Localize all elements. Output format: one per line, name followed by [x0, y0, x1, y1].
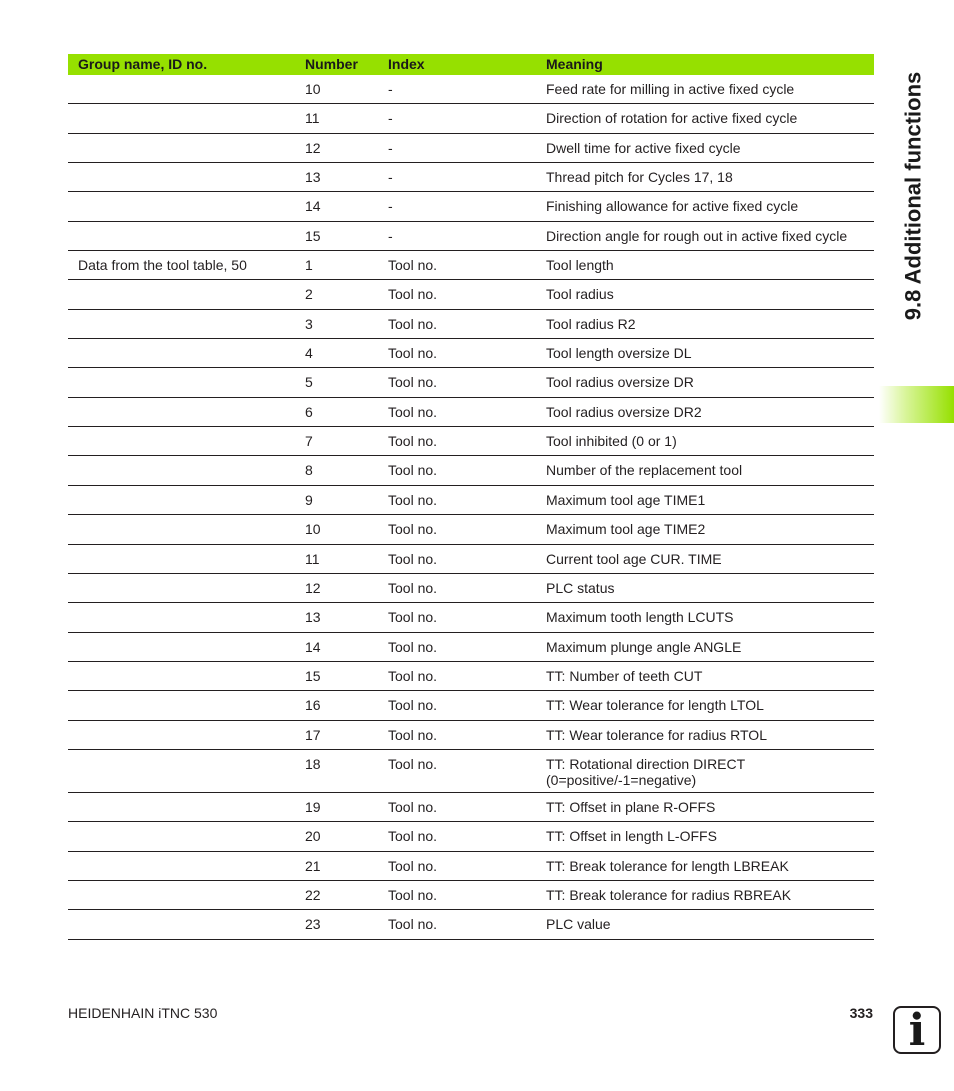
cell-number: 23	[305, 916, 321, 933]
cell-index: -	[388, 227, 393, 244]
cell-number: 9	[305, 491, 313, 508]
cell-group-name	[68, 545, 295, 573]
cell-number: 3	[305, 315, 313, 332]
cell-number: 17	[305, 726, 321, 743]
cell-number: 6	[305, 403, 313, 420]
table-row	[68, 750, 874, 793]
cell-index: Tool no.	[388, 609, 438, 626]
cell-group-name	[68, 427, 295, 455]
cell-meaning: TT: Offset in plane R-OFFS	[546, 798, 716, 815]
table-row	[68, 721, 874, 750]
cell-number: 1	[305, 257, 313, 274]
cell-index: Tool no.	[388, 667, 438, 684]
cell-index: Tool no.	[388, 521, 438, 538]
cell-meaning: Tool radius	[546, 286, 614, 303]
table-row	[68, 339, 874, 368]
cell-group-name	[68, 398, 295, 426]
cell-meaning: Maximum plunge angle ANGLE	[546, 638, 742, 655]
cell-group-name	[68, 852, 295, 880]
parameter-table	[68, 54, 874, 940]
cell-number: 16	[305, 697, 321, 714]
table-row	[68, 910, 874, 939]
cell-index: Tool no.	[388, 886, 438, 903]
cell-index: Tool no.	[388, 857, 438, 874]
cell-meaning: TT: Wear tolerance for radius RTOL	[546, 726, 767, 743]
table-row	[68, 633, 874, 662]
cell-number: 18	[305, 755, 321, 772]
cell-meaning: Maximum tool age TIME2	[546, 521, 706, 538]
cell-number: 14	[305, 198, 321, 215]
footer-product-name: HEIDENHAIN iTNC 530	[68, 1005, 218, 1021]
table-row	[68, 852, 874, 881]
cell-group-name	[68, 192, 295, 220]
cell-group-name	[68, 633, 295, 661]
cell-index: Tool no.	[388, 697, 438, 714]
cell-index: Tool no.	[388, 315, 438, 332]
cell-index: -	[388, 81, 393, 97]
cell-group-name	[68, 515, 295, 543]
cell-number: 2	[305, 286, 313, 303]
table-row	[68, 545, 874, 574]
cell-number: 12	[305, 579, 321, 596]
cell-group-name	[68, 310, 295, 338]
cell-index: Tool no.	[388, 462, 438, 479]
header-group-name: Group name, ID no.	[78, 56, 208, 72]
cell-meaning: Maximum tool age TIME1	[546, 491, 706, 508]
table-row	[68, 368, 874, 397]
cell-group-name	[68, 881, 295, 909]
cell-group-name	[68, 456, 295, 484]
page-number: 333	[849, 1005, 873, 1021]
cell-meaning: Finishing allowance for active fixed cycle	[546, 198, 799, 215]
cell-meaning: Thread pitch for Cycles 17, 18	[546, 169, 733, 186]
cell-number: 10	[305, 521, 321, 538]
cell-meaning: Maximum tooth length LCUTS	[546, 609, 734, 626]
info-glyph: i	[908, 1005, 926, 1056]
cell-group-name	[68, 486, 295, 514]
cell-meaning: TT: Break tolerance for radius RBREAK	[546, 886, 792, 903]
cell-number: 20	[305, 828, 321, 845]
cell-group-name	[68, 134, 295, 162]
cell-index: Tool no.	[388, 374, 438, 391]
cell-meaning: Dwell time for active fixed cycle	[546, 139, 741, 156]
cell-number: 11	[305, 550, 320, 567]
cell-meaning: Direction angle for rough out in active fixed cycle	[546, 227, 848, 244]
cell-meaning: TT: Offset in length L-OFFS	[546, 828, 717, 845]
table-row	[68, 603, 874, 632]
cell-index: Tool no.	[388, 550, 438, 567]
table-row	[68, 691, 874, 720]
table-row	[68, 793, 874, 822]
cell-group-name	[68, 368, 295, 396]
cell-number: 12	[305, 139, 321, 156]
table-row	[68, 398, 874, 427]
cell-index: Tool no.	[388, 726, 438, 743]
cell-number: 10	[305, 81, 321, 97]
cell-index: Tool no.	[388, 916, 438, 933]
table-row	[68, 456, 874, 485]
cell-group-name	[68, 603, 295, 631]
cell-number: 13	[305, 609, 321, 626]
chapter-tab-marker	[879, 386, 954, 423]
cell-number: 7	[305, 433, 313, 450]
cell-meaning: Tool radius R2	[546, 315, 636, 332]
cell-meaning: TT: Rotational direction DIRECT (0=positive/-1=negative)	[546, 755, 745, 788]
table-row	[68, 881, 874, 910]
cell-meaning: Tool inhibited (0 or 1)	[546, 433, 677, 450]
cell-index: Tool no.	[388, 433, 438, 450]
table-row	[68, 104, 874, 133]
cell-group-name	[68, 721, 295, 749]
cell-group-name	[68, 750, 295, 792]
table-row	[68, 515, 874, 544]
cell-group-name	[68, 75, 295, 103]
header-number: Number	[305, 56, 358, 72]
cell-meaning: TT: Wear tolerance for length LTOL	[546, 697, 764, 714]
cell-index: -	[388, 139, 393, 156]
table-row	[68, 222, 874, 251]
table-row	[68, 163, 874, 192]
cell-group-name	[68, 574, 295, 602]
cell-number: 19	[305, 798, 321, 815]
cell-group-name	[68, 910, 295, 938]
cell-meaning: PLC status	[546, 579, 615, 596]
header-index: Index	[388, 56, 425, 72]
header-meaning: Meaning	[546, 56, 603, 72]
cell-index: Tool no.	[388, 257, 438, 274]
cell-index: -	[388, 169, 393, 186]
table-row	[68, 486, 874, 515]
cell-index: Tool no.	[388, 638, 438, 655]
cell-index: Tool no.	[388, 286, 438, 303]
cell-meaning: Tool radius oversize DR	[546, 374, 694, 391]
cell-group-name	[68, 163, 295, 191]
cell-meaning: Tool length oversize DL	[546, 345, 692, 362]
cell-group-name	[68, 339, 295, 367]
cell-group-name	[68, 222, 295, 250]
table-row	[68, 310, 874, 339]
cell-number: 5	[305, 374, 313, 391]
cell-index: -	[388, 110, 393, 127]
cell-group-name	[68, 822, 295, 850]
cell-meaning: PLC value	[546, 916, 611, 933]
cell-meaning: Direction of rotation for active fixed cycle	[546, 110, 798, 127]
table-row	[68, 251, 874, 280]
cell-index: Tool no.	[388, 579, 438, 596]
table-row	[68, 280, 874, 309]
cell-number: 14	[305, 638, 321, 655]
cell-index: Tool no.	[388, 798, 438, 815]
cell-index: Tool no.	[388, 345, 438, 362]
cell-number: 8	[305, 462, 313, 479]
table-header	[68, 54, 874, 75]
cell-meaning: Tool length	[546, 257, 614, 274]
table-row	[68, 427, 874, 456]
cell-number: 4	[305, 345, 313, 362]
cell-meaning: Number of the replacement tool	[546, 462, 743, 479]
table-row	[68, 75, 874, 104]
cell-number: 15	[305, 227, 321, 244]
cell-meaning: Current tool age CUR. TIME	[546, 550, 722, 567]
table-row	[68, 822, 874, 851]
cell-meaning: TT: Number of teeth CUT	[546, 667, 703, 684]
cell-group-name: Data from the tool table, 50	[78, 257, 247, 274]
cell-group-name	[68, 280, 295, 308]
chapter-title-text: 9.8 Additional functions	[900, 71, 925, 321]
cell-number: 11	[305, 110, 320, 127]
cell-meaning: Tool radius oversize DR2	[546, 403, 702, 420]
cell-group-name	[68, 104, 295, 132]
table-row	[68, 134, 874, 163]
cell-number: 13	[305, 169, 321, 186]
cell-number: 21	[305, 857, 321, 874]
cell-number: 22	[305, 886, 321, 903]
cell-index: Tool no.	[388, 828, 438, 845]
cell-index: Tool no.	[388, 755, 438, 772]
cell-meaning: Feed rate for milling in active fixed cycle	[546, 81, 795, 97]
table-body	[68, 75, 874, 940]
cell-group-name	[68, 691, 295, 719]
cell-index: Tool no.	[388, 491, 438, 508]
cell-group-name	[68, 662, 295, 690]
cell-meaning: TT: Break tolerance for length LBREAK	[546, 857, 789, 874]
table-row	[68, 192, 874, 221]
cell-group-name	[68, 793, 295, 821]
table-row	[68, 574, 874, 603]
cell-index: -	[388, 198, 393, 215]
cell-index: Tool no.	[388, 403, 438, 420]
table-row	[68, 662, 874, 691]
info-icon	[893, 1006, 941, 1054]
cell-number: 15	[305, 667, 321, 684]
chapter-side-title	[893, 50, 933, 342]
